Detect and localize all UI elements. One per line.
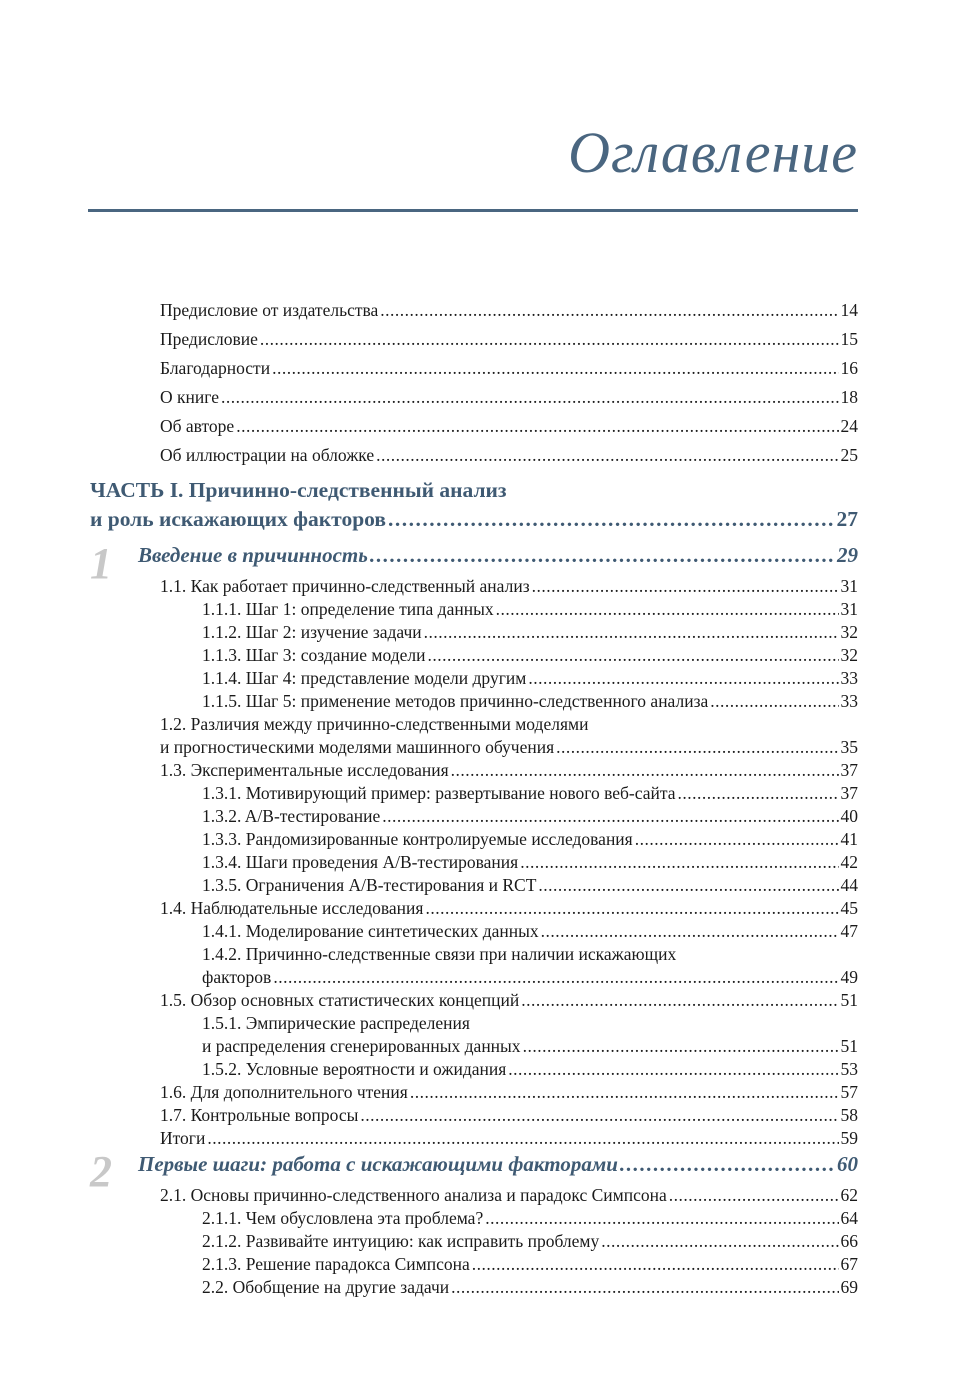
toc-entry-1-1-2[interactable]: 1.1.2. Шаг 2: изучение задачи ..... 32 [202, 624, 858, 642]
toc-entry-1-2-line1[interactable]: 1.2. Различия между причинно-следственными моделями [160, 714, 589, 734]
toc-entry-1-3-4[interactable]: 1.3.4. Шаги проведения A/B-тестирования ..... 42 [202, 854, 858, 872]
toc-entry-2-1-3[interactable]: 2.1.3. Решение парадокса Симпсона ..... 67 [202, 1256, 858, 1274]
toc-entry-1-4-2-line1[interactable]: 1.4.2. Причинно-следственные связи при наличии искажающих [202, 944, 677, 964]
toc-entry-about-book[interactable]: О книге ..... 18 [160, 389, 858, 407]
toc-entry-1-3-3[interactable]: 1.3.3. Рандомизированные контролируемые исследования ..... 41 [202, 831, 858, 849]
toc-entry-cover-illustration[interactable]: Об иллюстрации на обложке ..... 25 [160, 447, 858, 465]
toc-entry-chapter-1[interactable]: Введение в причинность ..... 29 [138, 545, 858, 566]
toc-entry-1-1-1[interactable]: 1.1.1. Шаг 1: определение типа данных ..... 31 [202, 601, 858, 619]
toc-entry-part-1[interactable]: и роль искажающих факторов ..... 27 [90, 509, 858, 531]
toc-entry-1-1-5[interactable]: 1.1.5. Шаг 5: применение методов причинно-следственного анализа ..... 33 [202, 693, 858, 711]
toc-entry-1-3[interactable]: 1.3. Экспериментальные исследования ..... 37 [160, 762, 858, 780]
toc-entry-about-author[interactable]: Об авторе ..... 24 [160, 418, 858, 436]
toc-entry-2-1-1[interactable]: 2.1.1. Чем обусловлена эта проблема? ..... 64 [202, 1210, 858, 1228]
toc-entry-1-4-1[interactable]: 1.4.1. Моделирование синтетических данных ..... 47 [202, 923, 858, 941]
toc-entry-1-1[interactable]: 1.1. Как работает причинно-следственный анализ ..... 31 [160, 578, 858, 596]
toc-entry-chapter-2[interactable]: Первые шаги: работа с искажающими факторами ..... 60 [138, 1154, 858, 1175]
toc-entry-1-1-3[interactable]: 1.1.3. Шаг 3: создание модели ..... 32 [202, 647, 858, 665]
toc-entry-preface-publisher[interactable]: Предисловие от издательства ..... 14 [160, 302, 858, 320]
chapter-2-number: 2 [90, 1147, 112, 1196]
toc-entry-1-2[interactable]: и прогностическими моделями машинного обучения ..... 35 [160, 739, 858, 757]
toc-entry-preface[interactable]: Предисловие ..... 15 [160, 331, 858, 349]
toc-entry-1-4[interactable]: 1.4. Наблюдательные исследования ..... 45 [160, 900, 858, 918]
part-1-title-line1[interactable]: ЧАСТЬ I. Причинно-следственный анализ [90, 478, 507, 502]
toc-entry-1-5-2[interactable]: 1.5.2. Условные вероятности и ожидания ..... 53 [202, 1061, 858, 1079]
toc-entry-1-6[interactable]: 1.6. Для дополнительного чтения ..... 57 [160, 1084, 858, 1102]
toc-entry-1-3-5[interactable]: 1.3.5. Ограничения A/B-тестирования и RCT ..... 44 [202, 877, 858, 895]
toc-entry-1-1-4[interactable]: 1.1.4. Шаг 4: представление модели другим ..... 33 [202, 670, 858, 688]
title-divider [88, 209, 858, 212]
toc-entry-1-3-2[interactable]: 1.3.2. A/B-тестирование ..... 40 [202, 808, 858, 826]
toc-entry-acknowledgements[interactable]: Благодарности ..... 16 [160, 360, 858, 378]
toc-entry-1-4-2[interactable]: факторов ..... 49 [202, 969, 858, 987]
toc-entry-2-1[interactable]: 2.1. Основы причинно-следственного анализа и парадокс Симпсона ..... 62 [160, 1187, 858, 1205]
toc-entry-1-summary[interactable]: Итоги ..... 59 [160, 1130, 858, 1148]
toc-entry-1-3-1[interactable]: 1.3.1. Мотивирующий пример: развертывание нового веб-сайта ..... 37 [202, 785, 858, 803]
toc-entry-2-2[interactable]: 2.2. Обобщение на другие задачи ..... 69 [202, 1279, 858, 1297]
page-title: Оглавление [568, 120, 858, 185]
toc-entry-1-5[interactable]: 1.5. Обзор основных статистических концепций ..... 51 [160, 992, 858, 1010]
toc-entry-1-5-1[interactable]: и распределения сгенерированных данных ..... 51 [202, 1038, 858, 1056]
toc-entry-1-7[interactable]: 1.7. Контрольные вопросы ..... 58 [160, 1107, 858, 1125]
toc-entry-1-5-1-line1[interactable]: 1.5.1. Эмпирические распределения [202, 1013, 470, 1033]
toc-entry-2-1-2[interactable]: 2.1.2. Развивайте интуицию: как исправить проблему ..... 66 [202, 1233, 858, 1251]
chapter-1-number: 1 [90, 539, 112, 588]
